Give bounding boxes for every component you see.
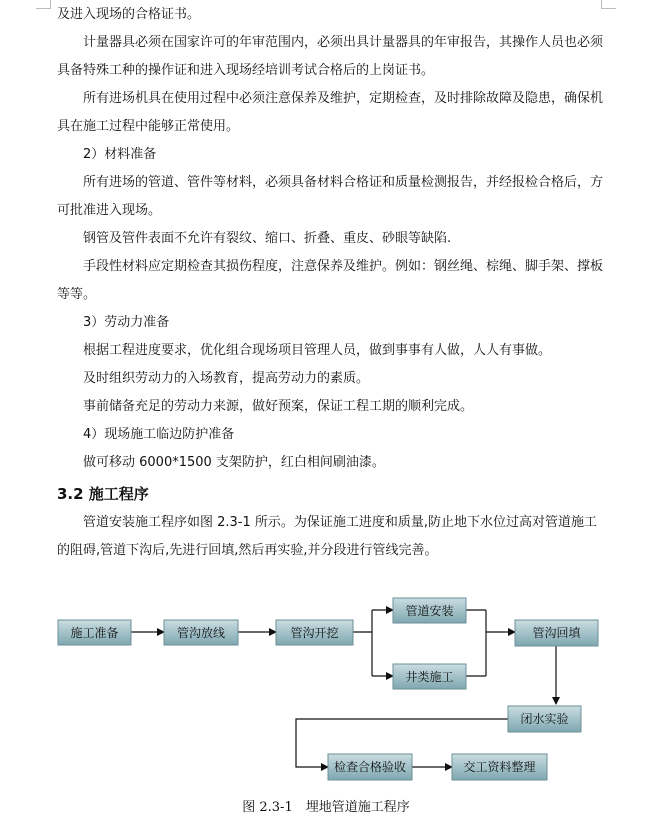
flow-label: 井类施工 [405, 670, 454, 684]
paragraph: 做可移动 6000*1500 支架防护，红白相间刷油漆。 [83, 455, 385, 470]
flow-label: 交工资料整理 [463, 760, 536, 774]
flow-label: 管沟放线 [176, 626, 226, 640]
flow-label: 管道安装 [405, 604, 454, 618]
flow-label: 管沟开挖 [290, 626, 339, 640]
flow-node [276, 620, 353, 645]
page-corner-mark-left [36, 0, 51, 9]
flow-node [328, 754, 412, 780]
flow-label: 施工准备 [70, 626, 119, 640]
flow-label: 检查合格验收 [333, 760, 407, 774]
body-text-block [57, 1, 605, 477]
paragraph: 钢管及管件表面不允许有裂纹、缩口、折叠、重皮、砂眼等缺陷. [83, 231, 452, 246]
flow-node [515, 620, 598, 646]
paragraph: 事前储备充足的劳动力来源，做好预案，保证工程工期的顺利完成。 [83, 399, 474, 414]
paragraph: 计量器具必须在国家许可的年审范围内，必须出具计量器具的年审报告，其操作人员也必须具备特殊工种的操作证和进入现场经培训考试合格后的上岗证书。 [57, 35, 604, 78]
flow-node [452, 754, 547, 780]
flow-node [393, 664, 466, 689]
paragraph: 及进入现场的合格证书。 [57, 7, 201, 22]
section-body: 管道安装施工程序如图 2.3-1 所示。为保证施工进度和质量,防止地下水位过高对管道施工的阻碍,管道下沟后,先进行回填,然后再实验,并分段进行管线完善。 [57, 515, 598, 558]
paragraph: 根据工程进度要求，优化组合现场项目管理人员，做到事事有人做，人人有事做。 [83, 343, 552, 358]
section-heading: 3.2 施工程序 [57, 485, 149, 503]
flow-node [164, 620, 238, 645]
paragraph: 所有进场机具在使用过程中必须注意保养及维护，定期检查，及时排除故障及隐患，确保机具在施工过程中能够正常使用。 [57, 91, 604, 134]
paragraph: 及时组织劳动力的入场教育，提高劳动力的素质。 [83, 371, 370, 386]
subheading: 2）材料准备 [83, 147, 157, 162]
paragraph: 所有进场的管道、管件等材料，必须具备材料合格证和质量检测报告，并经报检合格后，方可批准进入现场。 [57, 175, 604, 218]
paragraph: 手段性材料应定期检查其损伤程度，注意保养及维护。例如：钢丝绳、棕绳、脚手架、撑板等等。 [57, 259, 604, 302]
figure-caption: 图 2.3-1 埋地管道施工程序 [242, 800, 410, 815]
flow-label: 管沟回填 [532, 626, 581, 640]
flow-node [508, 706, 581, 732]
subheading: 4）现场施工临边防护准备 [83, 427, 235, 442]
flowchart [0, 580, 652, 792]
flow-label: 闭水实验 [520, 712, 569, 726]
subheading: 3）劳动力准备 [83, 315, 170, 330]
flow-node [393, 598, 466, 623]
flow-node [58, 620, 131, 645]
